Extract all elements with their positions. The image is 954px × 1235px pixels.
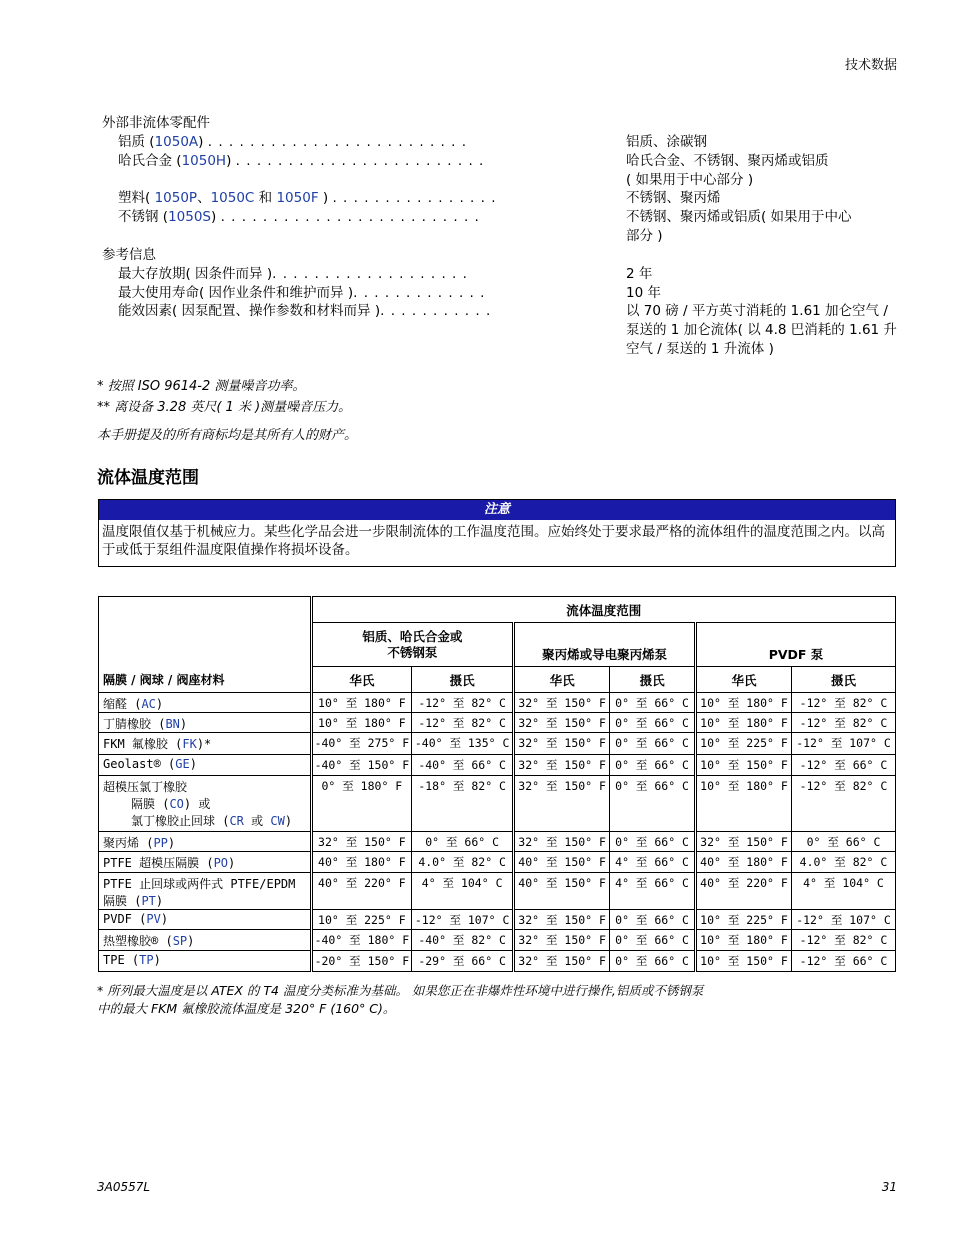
temperature-cell: 10° 至 180° F [696, 930, 792, 951]
temperature-cell: 32° 至 150° F [514, 713, 610, 733]
material-cell: 缩醛 (AC) [99, 693, 312, 713]
table-row [99, 873, 896, 910]
temperature-cell: 32° 至 150° F [514, 776, 610, 832]
temperature-cell: 32° 至 150° F [514, 951, 610, 972]
temperature-cell: 32° 至 150° F [696, 832, 792, 852]
material-cell: PVDF (PV) [99, 910, 312, 930]
material-cell: PTFE 止回球或两件式 PTFE/EPDM 隔膜 (PT) [99, 873, 312, 910]
page-number: 31 [881, 1180, 897, 1194]
temperature-cell: 4° 至 66° C [610, 873, 696, 910]
unit-f: 华氏 [514, 667, 610, 693]
temperature-cell: 32° 至 150° F [514, 733, 610, 755]
temperature-cell: -12° 至 82° C [792, 930, 896, 951]
temperature-cell: 4° 至 104° C [792, 873, 896, 910]
material-cell: TPE (TP) [99, 951, 312, 972]
note-trademarks: 本手册提及的所有商标均是其所有人的财产。 [97, 428, 358, 443]
fluid-temperature-table [98, 596, 896, 972]
temperature-cell: 10° 至 150° F [696, 755, 792, 776]
temperature-cell: 0° 至 66° C [610, 910, 696, 930]
part-link[interactable]: 1050P [154, 190, 198, 207]
table-row [99, 930, 896, 951]
running-header: 技术数据 [844, 58, 897, 73]
notice-label: 注意 [99, 500, 895, 520]
note-sound-pressure: ** 离设备 3.28 英尺( 1 米 )测量噪音压力。 [97, 400, 352, 415]
temperature-cell: -12° 至 107° C [792, 910, 896, 930]
temperature-cell: 40° 至 180° F [311, 852, 412, 873]
material-code-link[interactable]: GE [175, 757, 190, 771]
table-row [99, 693, 896, 713]
temperature-cell: 32° 至 150° F [514, 832, 610, 852]
part-link[interactable]: 1050S [168, 209, 211, 226]
material-code-link[interactable]: CR [229, 814, 244, 828]
spec-row: 不锈钢 (1050S) . . . . . . . . . . . . . . . . . . . . . . . . . 不锈钢、聚丙烯或铝质( 如果用于中心 部分 ) [118, 209, 852, 244]
section-title: 流体温度范围 [97, 468, 199, 488]
material-code-link[interactable]: PO [213, 856, 229, 870]
temperature-cell: 0° 至 66° C [792, 832, 896, 852]
temperature-cell: -29° 至 66° C [412, 951, 514, 972]
temperature-cell: 32° 至 150° F [311, 832, 412, 852]
spec-row: 最大存放期( 因条件而异 ). . . . . . . . . . . . . . . . . . . 2 年 [118, 265, 653, 282]
material-code-link[interactable]: PT [141, 894, 156, 908]
table-row [99, 776, 896, 832]
table-row [99, 733, 896, 755]
pump-header-pvdf: PVDF 泵 [696, 623, 896, 667]
temperature-cell: 10° 至 225° F [696, 733, 792, 755]
part-link[interactable]: 1050C [210, 190, 255, 207]
temperature-cell: 0° 至 66° C [610, 930, 696, 951]
table-row [99, 910, 896, 930]
temperature-cell: 10° 至 180° F [696, 776, 792, 832]
temperature-cell: 0° 至 180° F [311, 776, 412, 832]
temperature-cell: -40° 至 82° C [412, 930, 514, 951]
spec-row: 哈氏合金 (1050H) . . . . . . . . . . . . . . . . . . . . . . . . 哈氏合金、不锈钢、聚丙烯或铝质 ( 如果用于中心部分 ) [118, 152, 829, 188]
temperature-cell: -40° 至 150° F [311, 755, 412, 776]
table-row [99, 755, 896, 776]
temperature-cell: 10° 至 180° F [696, 693, 792, 713]
temperature-cell: 4° 至 66° C [610, 852, 696, 873]
temperature-cell: 32° 至 150° F [514, 910, 610, 930]
part-link[interactable]: 1050H [181, 152, 227, 169]
temperature-cell: -12° 至 107° C [792, 733, 896, 755]
spec-row: 能效因素( 因泵配置、操作参数和材料而异 ). . . . . . . . . . . 以 70 磅 / 平方英寸消耗的 1.61 加仑空气 / 泵送的 1 加仑流体( 以 4.8 巴消耗的 1.61 升空气 / 泵送的 1 升流体 ) [118, 303, 897, 357]
part-link[interactable]: 1050A [154, 134, 199, 150]
material-cell: Geolast® (GE) [99, 755, 312, 776]
temperature-cell: 40° 至 150° F [514, 873, 610, 910]
temperature-cell: 32° 至 150° F [514, 930, 610, 951]
table-row [99, 713, 896, 733]
table-footnote: * 所列最大温度是以 ATEX 的 T4 温度分类标准为基础。 如果您正在非爆炸性环境中进行操作,铝质或不锈钢泵 中的最大 FKM 氟橡胶流体温度是 320° F (160° C)。 [97, 983, 704, 1016]
table-top-header: 流体温度范围 [311, 597, 895, 623]
temperature-cell: 10° 至 180° F [311, 693, 412, 713]
temperature-cell: 40° 至 150° F [514, 852, 610, 873]
temperature-cell: -18° 至 82° C [412, 776, 514, 832]
temperature-cell: 10° 至 180° F [696, 713, 792, 733]
temperature-cell: 10° 至 150° F [696, 951, 792, 972]
table-row [99, 852, 896, 873]
material-cell: 热塑橡胶® (SP) [99, 930, 312, 951]
temperature-cell: -12° 至 82° C [792, 693, 896, 713]
notice-text: 温度限值仅基于机械应力。某些化学品会进一步限制流体的工作温度范围。应始终处于要求最严格的流体组件的温度范围之内。以高于或低于泵组件温度限值操作将损坏设备。 [102, 524, 885, 558]
material-code-link[interactable]: FK [182, 737, 197, 751]
material-cell: 超模压氯丁橡胶 隔膜 (CO) 或 氯丁橡胶止回球 (CR 或 CW) [99, 776, 312, 832]
material-code-link[interactable]: PP [153, 836, 168, 850]
material-code-link[interactable]: BN [165, 717, 180, 731]
spec-row: 最大使用寿命( 因作业条件和维护而异 ). . . . . . . . . . . . . 10 年 [118, 284, 661, 301]
material-code-link[interactable]: CO [169, 797, 184, 811]
unit-c: 摄氏 [792, 667, 896, 693]
spec-group-title: 外部非流体零配件 [102, 115, 210, 131]
table-row [99, 951, 896, 972]
unit-f: 华氏 [311, 667, 412, 693]
temperature-cell: 32° 至 150° F [514, 755, 610, 776]
spec-row: 塑料( 1050P、1050C 和 1050F ) . . . . . . . . . . . . . . . . 不锈钢、聚丙烯 [118, 190, 721, 207]
temperature-cell: 4° 至 104° C [412, 873, 514, 910]
temperature-cell: 0° 至 66° C [412, 832, 514, 852]
temperature-cell: 0° 至 66° C [610, 733, 696, 755]
temperature-cell: -40° 至 180° F [311, 930, 412, 951]
material-cell: 聚丙烯 (PP) [99, 832, 312, 852]
temperature-cell: -12° 至 66° C [792, 951, 896, 972]
temperature-cell: -40° 至 275° F [311, 733, 412, 755]
material-cell: FKM 氟橡胶 (FK)* [99, 733, 312, 755]
temperature-cell: -20° 至 150° F [311, 951, 412, 972]
unit-f: 华氏 [696, 667, 792, 693]
temperature-cell: 40° 至 220° F [696, 873, 792, 910]
temperature-cell: 32° 至 150° F [514, 693, 610, 713]
table-row [99, 832, 896, 852]
temperature-cell: 0° 至 66° C [610, 755, 696, 776]
temperature-cell: 0° 至 66° C [610, 832, 696, 852]
material-cell: 丁腈橡胶 (BN) [99, 713, 312, 733]
temperature-cell: -40° 至 135° C [412, 733, 514, 755]
material-cell: PTFE 超模压隔膜 (PO) [99, 852, 312, 873]
temperature-cell: -12° 至 82° C [792, 776, 896, 832]
temperature-cell: 0° 至 66° C [610, 713, 696, 733]
temperature-cell: -12° 至 82° C [792, 713, 896, 733]
unit-c: 摄氏 [412, 667, 514, 693]
temperature-cell: -12° 至 66° C [792, 755, 896, 776]
temperature-cell: 40° 至 180° F [696, 852, 792, 873]
temperature-cell: 10° 至 225° F [311, 910, 412, 930]
temperature-cell: 10° 至 180° F [311, 713, 412, 733]
temperature-cell: 4.0° 至 82° C [792, 852, 896, 873]
spec-group-title: 参考信息 [102, 246, 156, 263]
document-code: 3A0557L [97, 1180, 151, 1194]
pump-header-metal: 铝质、哈氏合金或 不锈钢泵 [311, 623, 514, 667]
pump-header-pp: 聚丙烯或导电聚丙烯泵 [514, 623, 696, 667]
material-header: 隔膜 / 阀球 / 阀座材料 [99, 597, 312, 693]
note-sound-power: * 按照 ISO 9614-2 测量噪音功率。 [97, 379, 306, 394]
temperature-cell: 40° 至 220° F [311, 873, 412, 910]
spec-row: 铝质 (1050A) . . . . . . . . . . . . . . . . . . . . . . . . . 铝质、涂碳钢 [118, 134, 707, 150]
temperature-cell: -40° 至 66° C [412, 755, 514, 776]
temperature-cell: -12° 至 82° C [412, 713, 514, 733]
temperature-cell: 0° 至 66° C [610, 951, 696, 972]
material-code-link[interactable]: CW [270, 814, 285, 828]
material-code-link[interactable]: TP [139, 953, 154, 967]
temperature-cell: -12° 至 107° C [412, 910, 514, 930]
material-code-link[interactable]: AC [141, 697, 156, 711]
temperature-cell: 0° 至 66° C [610, 693, 696, 713]
notice-box [98, 499, 896, 567]
spec-list [102, 114, 902, 359]
temperature-cell: -12° 至 82° C [412, 693, 514, 713]
temperature-cell: 0° 至 66° C [610, 776, 696, 832]
temperature-cell: 10° 至 225° F [696, 910, 792, 930]
temperature-cell: 4.0° 至 82° C [412, 852, 514, 873]
part-link[interactable]: 1050F [276, 190, 319, 207]
material-code-link[interactable]: PV [146, 912, 161, 926]
material-code-link[interactable]: SP [172, 934, 188, 948]
unit-c: 摄氏 [610, 667, 696, 693]
